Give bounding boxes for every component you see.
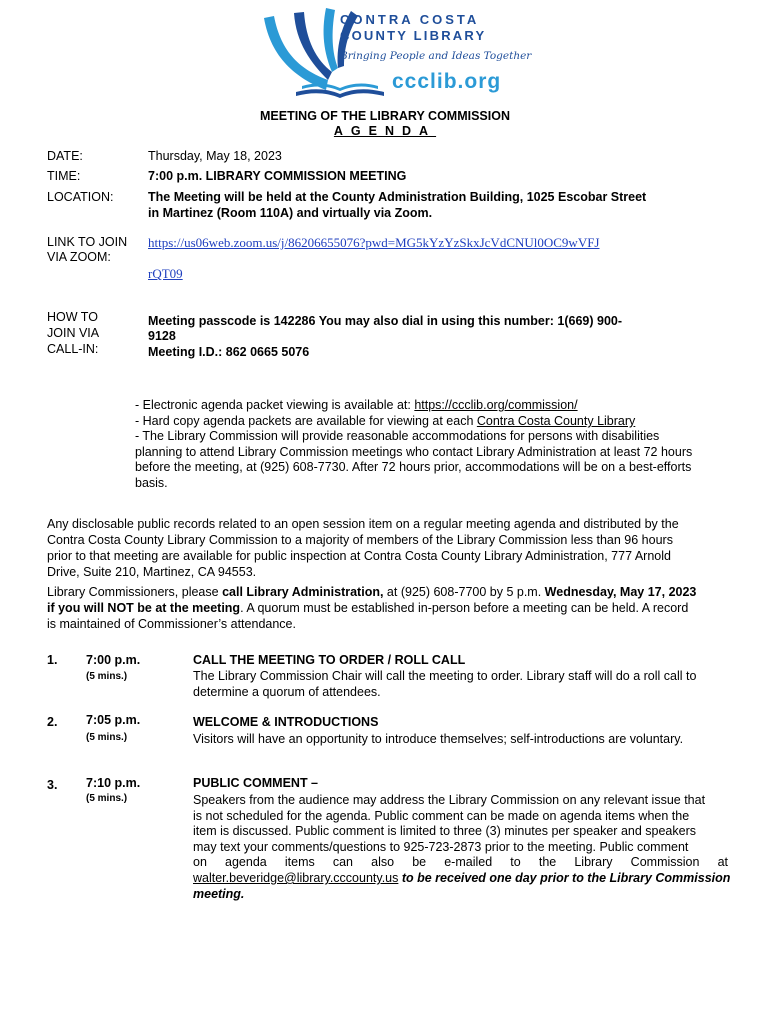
- item-3-body-4: may text your comments/questions to 925-723-2873 prior to the meeting. Public comment: [193, 840, 689, 854]
- item-1-title: CALL THE MEETING TO ORDER / ROLL CALL: [193, 653, 466, 667]
- zoom-label-1: LINK TO JOIN: [47, 235, 128, 249]
- logo-line-2: COUNTY LIBRARY: [340, 28, 487, 43]
- commissioners-line-1: [47, 584, 696, 600]
- item-1-number: 1.: [47, 653, 58, 667]
- date-value: Thursday, May 18, 2023: [148, 149, 282, 163]
- item-2-title: WELCOME & INTRODUCTIONS: [193, 715, 379, 729]
- date-label: DATE:: [47, 149, 83, 163]
- records-line-3: prior to that meeting are available for public inspection at Contra Costa County Library Administration, 777 Arnold: [47, 549, 671, 563]
- callin-value-2: 9128: [148, 329, 176, 343]
- location-label: LOCATION:: [47, 190, 114, 204]
- item-3-duration: (5 mins.): [86, 793, 128, 804]
- records-line-2: Contra Costa County Library Commission to a majority of members of the Library Commission less than 96 hours: [47, 533, 673, 547]
- item-3-time: 7:10 p.m.: [86, 776, 141, 790]
- agenda-title: AGENDA: [333, 124, 437, 138]
- commissioners-bold-1: call Library Administration,: [222, 585, 384, 599]
- records-line-4: Drive, Suite 210, Martinez, CA 94553.: [47, 565, 257, 579]
- commissioners-line-3: is maintained of Commissioner’s attendance.: [47, 617, 296, 631]
- callin-label-1: HOW TO: [47, 310, 98, 324]
- note-3-line-3: before the meeting, at (925) 608-7730. After 72 hours prior, accommodations will be on a best-efforts: [135, 460, 692, 474]
- callin-value-3: Meeting I.D.: 862 0665 5076: [148, 345, 310, 359]
- callin-value-1: Meeting passcode is 142286 You may also dial in using this number: 1(669) 900-: [148, 314, 623, 328]
- item-3-number: 3.: [47, 778, 58, 792]
- item-2-body-1: Visitors will have an opportunity to introduce themselves; self-introductions are voluntary.: [193, 732, 684, 746]
- logo-site: ccclib.org: [392, 70, 502, 93]
- item-1-body-2: determine a quorum of attendees.: [193, 685, 381, 699]
- time-value: 7:00 p.m. LIBRARY COMMISSION MEETING: [148, 169, 407, 183]
- item-2-number: 2.: [47, 715, 58, 729]
- item-3-body-5: on agenda items can also be e-mailed to the Library Commission at: [193, 855, 728, 869]
- commissioners-line-2: [47, 600, 688, 616]
- note-3-line-1: - The Library Commission will provide reasonable accommodations for persons with disabilities: [135, 429, 660, 443]
- item-3-body-3: item is discussed. Public comment is limited to three (3) minutes per speaker and speakers: [193, 824, 696, 838]
- item-3-body-6: [193, 870, 731, 886]
- item-1-body-1: The Library Commission Chair will call the meeting to order. Library staff will do a roll call to: [193, 669, 697, 683]
- commissioners-bold-2: Wednesday, May 17, 2023: [544, 585, 697, 599]
- location-value-1: The Meeting will be held at the County Administration Building, 1025 Escobar Street: [148, 190, 647, 204]
- item-3-title: PUBLIC COMMENT –: [193, 776, 318, 790]
- note-2-text: - Hard copy agenda packets are available for viewing at each: [135, 414, 477, 428]
- note-1-text: - Electronic agenda packet viewing is available at:: [135, 398, 415, 412]
- time-label: TIME:: [47, 169, 81, 183]
- meeting-title: MEETING OF THE LIBRARY COMMISSION: [259, 109, 510, 123]
- note-3-line-4: basis.: [135, 476, 168, 490]
- library-link[interactable]: Contra Costa County Library: [476, 414, 636, 428]
- zoom-link-cont[interactable]: rQT09: [148, 266, 183, 281]
- commissioners-bold-3: if you will NOT be at the meeting: [47, 601, 241, 615]
- note-2: [135, 413, 635, 429]
- item-2-time: 7:05 p.m.: [86, 713, 141, 727]
- logo-line-1: CONTRA COSTA: [340, 12, 480, 27]
- records-line-1: Any disclosable public records related to an open session item on a regular meeting agenda and distributed by the: [47, 517, 679, 531]
- item-3-body-2: is not scheduled for the agenda. Public comment can be made on agenda items when the: [193, 809, 690, 823]
- note-1: [135, 397, 578, 413]
- callin-label-3: CALL-IN:: [47, 342, 99, 356]
- commissioners-text-3: . A quorum must be established in-person before a meeting can be held. A record: [240, 601, 689, 615]
- note-3-line-2: planning to attend Library Commission meetings who contact Library Administration at least 72 hours: [135, 445, 693, 459]
- logo-tagline: Bringing People and Ideas Together: [340, 50, 532, 62]
- item-1-time: 7:00 p.m.: [86, 653, 141, 667]
- item-2-duration: (5 mins.): [86, 732, 128, 743]
- commissioners-text-2: at (925) 608-7700 by 5 p.m.: [383, 585, 545, 599]
- email-link[interactable]: walter.beveridge@library.cccounty.us: [193, 871, 399, 885]
- commission-link[interactable]: https://ccclib.org/commission/: [414, 398, 578, 412]
- zoom-link[interactable]: https://us06web.zoom.us/j/86206655076?pwd=MG5kYzYzSkxJcVdCNUl0OC9wVFJ: [148, 235, 600, 250]
- zoom-label-2: VIA ZOOM:: [47, 250, 111, 264]
- commissioners-text-1: Library Commissioners, please: [47, 585, 223, 599]
- item-3-body-1: Speakers from the audience may address the Library Commission on any relevant issue that: [193, 793, 706, 807]
- logo-text: [340, 12, 531, 62]
- item-3-body-7: meeting.: [193, 887, 245, 901]
- callin-label-2: JOIN VIA: [47, 326, 100, 340]
- location-value-2: in Martinez (Room 110A) and virtually via Zoom.: [148, 206, 433, 220]
- item-1-duration: (5 mins.): [86, 671, 128, 682]
- item-3-body-6-italic: to be received one day prior to the Library Commission: [398, 871, 731, 885]
